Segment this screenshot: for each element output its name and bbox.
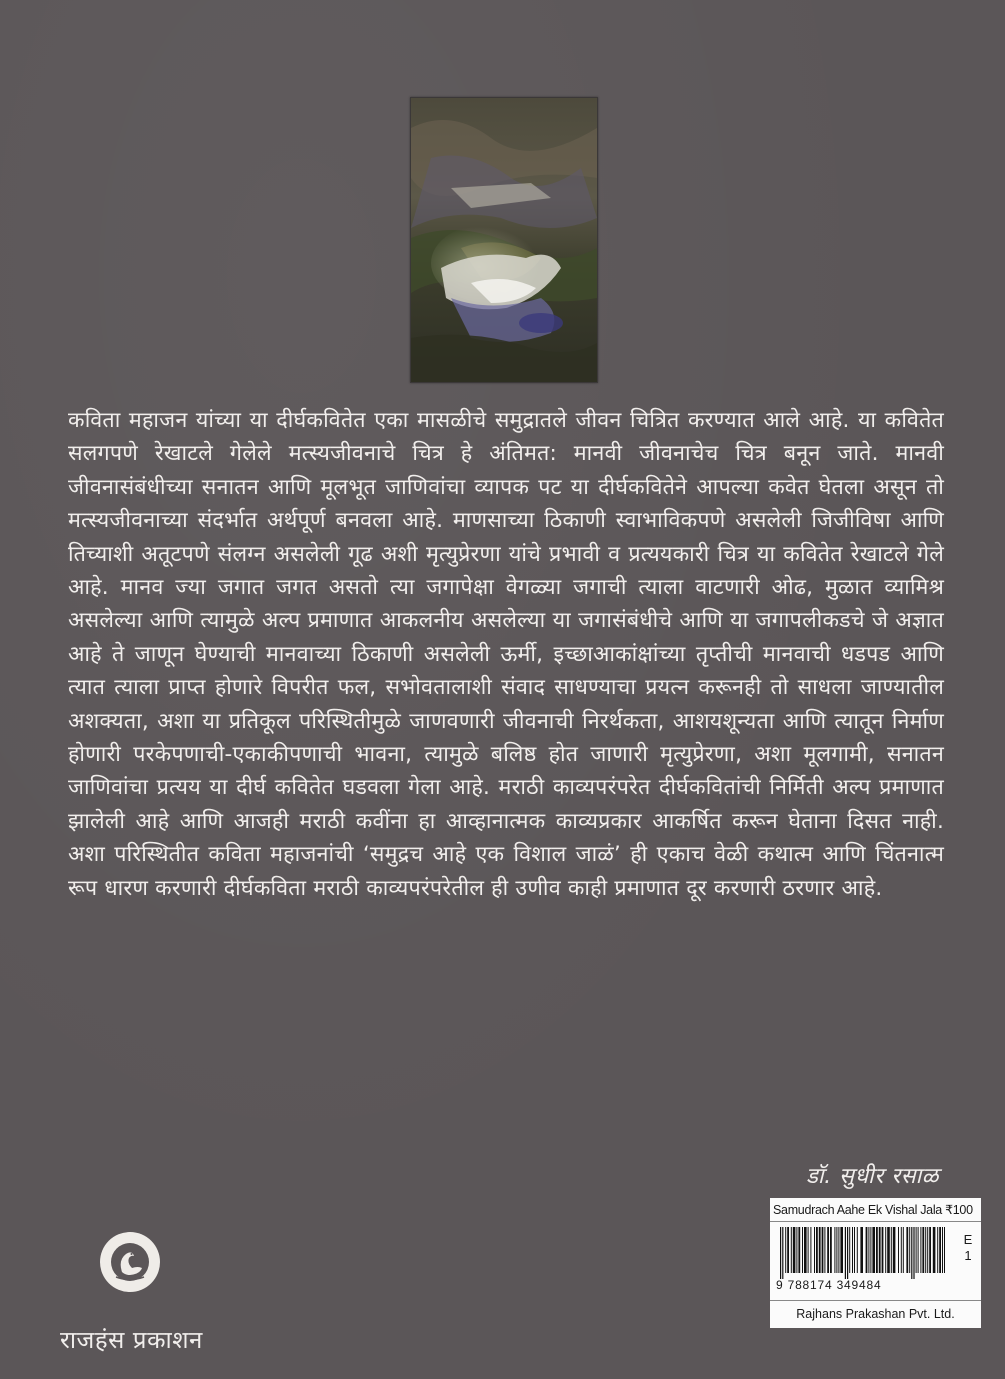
barcode-bar: [870, 1227, 871, 1273]
author-signature: डॉ. सुधीर रसाळ: [806, 1164, 939, 1189]
barcode-bar: [845, 1227, 846, 1279]
barcode-bar: [882, 1227, 884, 1273]
barcode-bar: [909, 1227, 910, 1273]
barcode-bar: [929, 1227, 931, 1273]
barcode-bar: [822, 1227, 824, 1273]
barcode-bar: [937, 1227, 938, 1273]
barcode-bars-icon: [778, 1227, 950, 1279]
publisher-logo: [98, 1230, 162, 1294]
barcode-bar: [782, 1227, 783, 1279]
barcode-bar: [901, 1227, 902, 1273]
barcode-bar: [830, 1227, 832, 1273]
barcode-bar: [898, 1227, 899, 1273]
barcode-bar: [814, 1227, 815, 1273]
barcode-bar: [906, 1227, 908, 1273]
barcode-bar: [857, 1227, 858, 1273]
barcode-bar: [819, 1227, 821, 1273]
barcode-bar: [798, 1227, 800, 1273]
barcode-bar: [913, 1227, 914, 1279]
barcode-bar: [903, 1227, 904, 1273]
barcode-bar: [927, 1227, 928, 1273]
isbn-barcode: [778, 1227, 950, 1279]
barcode-bar: [872, 1227, 875, 1273]
barcode-bar: [939, 1227, 941, 1273]
barcode-bar: [838, 1227, 839, 1273]
barcode-bar: [933, 1227, 936, 1273]
barcode-bar: [834, 1227, 835, 1273]
edition-code: E 1: [963, 1232, 973, 1263]
publisher-name: राजहंस प्रकाशन: [60, 1326, 203, 1354]
barcode-bar: [791, 1227, 792, 1273]
barcode-bar: [780, 1227, 781, 1279]
barcode-bar: [847, 1227, 848, 1279]
barcode-bar: [787, 1227, 789, 1273]
barcode-label: [770, 1198, 981, 1328]
barcode-bar: [810, 1227, 811, 1273]
barcode-bar: [860, 1227, 863, 1273]
barcode-bar: [816, 1227, 818, 1273]
blurb-text: कविता महाजन यांच्या या दीर्घकवितेत एका मासळीचे समुद्रातले जीवन चित्रित करण्यात आले आहे. या कवितेत सलगपणे रेखाटले गेलेले मत्स्यजीवनाचे चित्र हे अंतिमत: मानवी जीवनाचेच चित्र बनून जाते. मानवी जीवनासंबंधीच्या सनातन आणि मूलभूत जाणिवांचा व्यापक पट या दीर्घकवितेने आपल्या कवेत घेतला असून तो मत्स्यजीवनाच्या संदर्भात अर्थपूर्ण बनवला आहे. माणसाच्या ठिकाणी स्वाभाविकपणे असलेली जिजीविषा आणि तिच्याशी अतूटपणे संलग्न असलेली गूढ अशी मृत्युप्रेरणा यांचे प्रभावी व प्रत्ययकारी चित्र या कवितेत रेखाटले गेले आहे. मानव ज्या जगात जगत असतो त्या जगापेक्षा वेगळ्या जगाची त्याला वाटणारी ओढ, मुळात व्यामिश्र असलेल्या आणि त्यामुळे अल्प प्रमाणात आकलनीय असलेल्या या जगासंबंधीचे आणि या जगापलीकडचे जे अज्ञात आहे ते जाणून घेण्याची मानवाच्या ठिकाणी असलेली ऊर्मी, इच्छाआकांक्षांच्या तृप्तीची मानवाची धडपड आणि त्यात त्याला प्राप्त होणारे विपरीत फल, सभोवतालाशी संवाद साधण्याचा प्रयत्न करूनही तो साधला जाण्यातील अशक्यता, अशा या प्रतिकूल परिस्थितीमुळे जाणवणारी जीवनाची निरर्थकता, आशयशून्यता आणि त्यातून निर्माण होणारी परकेपणाची-एकाकीपणाची भावना, त्यामुळे बलिष्ठ होत जाणारी मृत्युप्रेरणा, अशा मूलगामी, सनातन जाणिवांचा प्रत्यय या दीर्घ कवितेत घडवला गेला आहे. मराठी काव्यपरंपरेत दीर्घकवितांची निर्मिती अल्प प्रमाणात झालेली आहे आणि आजही मराठी कवींना हा आव्हानात्मक काव्यप्रकार आकर्षित करून घेताना दिसत नाही. अशा परिस्थितीत कविता महाजनांची ‘समुद्रच आहे एक विशाल जाळं’ ही एकाच वेळी कथात्म आणि चिंतनात्म रूप धारण करणारी दीर्घकविता मराठी काव्यपरंपरेतील ही उणीव काही प्रमाणात दूर करणारी ठरणार आहे.: [68, 408, 944, 901]
barcode-bar: [916, 1227, 917, 1273]
barcode-bar: [804, 1227, 807, 1273]
barcode-bar: [944, 1227, 945, 1273]
barcode-bar: [852, 1227, 853, 1273]
barcode-bar: [942, 1227, 943, 1273]
barcode-bar: [922, 1227, 924, 1273]
barcode-bar: [854, 1227, 855, 1273]
barcode-bar: [885, 1227, 886, 1273]
barcode-bar: [879, 1227, 881, 1273]
cover-artwork: [410, 97, 598, 383]
barcode-title-price: Samudrach Aahe Ek Vishal Jala ₹100: [770, 1198, 981, 1222]
barcode-bar: [793, 1227, 796, 1273]
barcode-bar: [849, 1227, 850, 1273]
barcode-bar: [808, 1227, 809, 1273]
barcode-bar: [925, 1227, 926, 1273]
isbn-digits: 9 788174 349484: [776, 1278, 882, 1292]
barcode-bar: [796, 1227, 797, 1273]
artwork-painting: [411, 98, 597, 382]
barcode-bar: [887, 1227, 890, 1273]
barcode-bar: [866, 1227, 868, 1273]
barcode-bar: [868, 1227, 869, 1273]
barcode-bar: [918, 1227, 919, 1273]
barcode-bar: [827, 1227, 829, 1273]
barcode-bar: [920, 1227, 921, 1273]
barcode-bar: [840, 1227, 843, 1273]
barcode-bar: [911, 1227, 912, 1279]
swan-emblem-icon: [98, 1230, 162, 1294]
barcode-bar: [824, 1227, 825, 1273]
barcode-bar: [836, 1227, 837, 1273]
barcode-bar: [891, 1227, 892, 1273]
barcode-publisher: Rajhans Prakashan Pvt. Ltd.: [770, 1300, 981, 1328]
barcode-bar: [893, 1227, 896, 1273]
barcode-bar: [876, 1227, 878, 1273]
barcode-bar: [802, 1227, 803, 1273]
barcode-bar: [785, 1227, 786, 1273]
